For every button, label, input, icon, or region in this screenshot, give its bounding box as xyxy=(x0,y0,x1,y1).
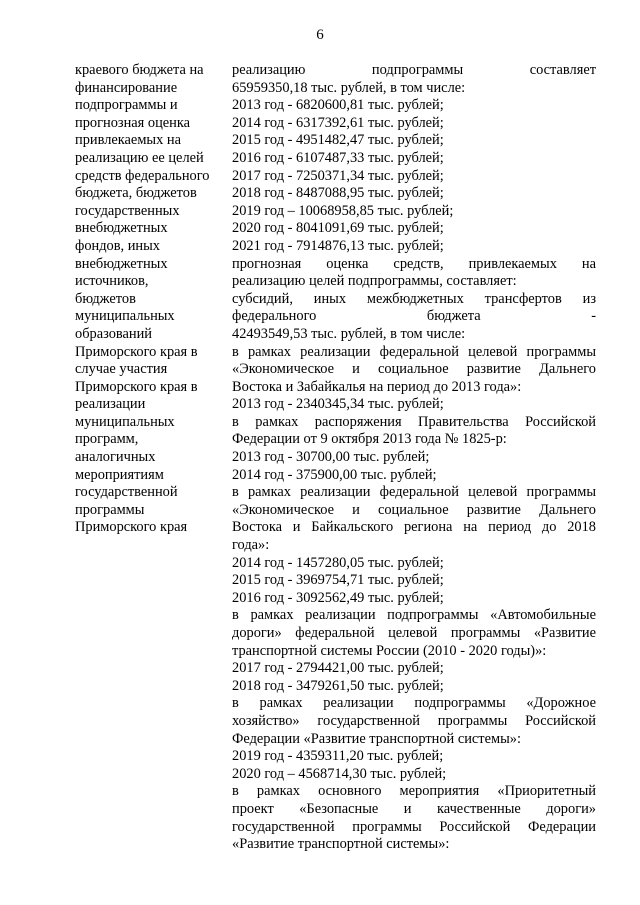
left-text-line: прогнозная оценка xyxy=(75,114,191,131)
left-text-line: реализацию ее целей xyxy=(75,149,204,166)
right-text-line: 2019 год – 10068958,85 тыс. рублей; xyxy=(232,202,454,219)
left-text-line: внебюджетных xyxy=(75,220,168,237)
page-number: 6 xyxy=(316,27,324,43)
right-text-line: в рамках основного мероприятия «Приоритетный xyxy=(232,783,596,800)
right-text-line: 2014 год - 6317392,61 тыс. рублей; xyxy=(232,114,444,131)
right-text-line: «Экономическое и социальное развитие Дальнего xyxy=(232,361,596,378)
right-text-line: года»: xyxy=(232,537,270,554)
left-text-line: внебюджетных xyxy=(75,255,168,272)
right-text-line: субсидий, иных межбюджетных трансфертов из xyxy=(232,290,596,307)
right-text-line: 2019 год - 4359311,20 тыс. рублей; xyxy=(232,748,444,765)
right-text-line: 42493549,53 тыс. рублей, в том числе: xyxy=(232,325,466,342)
right-text-line: федерального бюджета - xyxy=(232,308,596,325)
right-text-line: 2017 год - 7250371,34 тыс. рублей; xyxy=(232,167,444,184)
left-text-line: программ, xyxy=(75,431,139,448)
right-text-line: реализацию целей подпрограммы, составляет: xyxy=(232,273,517,290)
left-text-line: реализации xyxy=(75,396,146,413)
left-text-line: случае участия xyxy=(75,361,168,378)
right-text-line: в рамках реализации подпрограммы «Дорожное xyxy=(232,695,596,712)
left-column-label xyxy=(75,62,225,537)
left-text-line: финансирование xyxy=(75,79,178,96)
right-text-line: 2017 год - 2794421,00 тыс. рублей; xyxy=(232,660,444,677)
right-text-line: Федерации от 9 октября 2013 года № 1825-р: xyxy=(232,431,507,448)
right-text-line: «Экономическое и социальное развитие Дальнего xyxy=(232,501,596,518)
right-text-line: 2013 год - 30700,00 тыс. рублей; xyxy=(232,449,430,466)
right-text-line: дороги» федеральной целевой программы «Развитие xyxy=(232,625,596,641)
right-text-line: проект «Безопасные и качественные дороги» xyxy=(232,800,596,817)
left-text-line: краевого бюджета на xyxy=(75,62,204,78)
right-text-line: «Развитие транспортной системы»: xyxy=(232,836,450,853)
left-text-line: государственной xyxy=(75,484,178,501)
right-text-line: 2014 год - 1457280,05 тыс. рублей; xyxy=(232,554,444,571)
left-text-line: средств федерального xyxy=(75,167,210,184)
left-text-line: муниципальных xyxy=(75,308,175,325)
right-text-line: 2015 год - 3969754,71 тыс. рублей; xyxy=(232,572,444,589)
right-text-line: 2015 год - 4951482,47 тыс. рублей; xyxy=(232,132,444,149)
left-text-line: бюджета, бюджетов xyxy=(75,185,197,202)
right-text-line: 2018 год - 8487088,95 тыс. рублей; xyxy=(232,185,444,202)
left-text-line: источников, xyxy=(75,273,149,290)
right-text-line: транспортной системы России (2010 - 2020 годы)»: xyxy=(232,642,547,659)
left-text-line: аналогичных xyxy=(75,449,156,466)
right-column-content xyxy=(232,62,596,854)
left-text-line: подпрограммы и xyxy=(75,97,178,114)
right-text-line: 2021 год - 7914876,13 тыс. рублей; xyxy=(232,237,444,254)
left-text-line: муниципальных xyxy=(75,413,175,430)
left-text-line: Приморского края xyxy=(75,519,188,536)
left-text-line: государственных xyxy=(75,202,180,219)
left-text-line: привлекаемых на xyxy=(75,132,181,149)
right-text-line: Востока и Забайкалья на период до 2013 года»: xyxy=(232,378,522,395)
right-text-line: 2020 год - 8041091,69 тыс. рублей; xyxy=(232,220,444,237)
right-text-line: в рамках реализации федеральной целевой программы xyxy=(232,343,596,360)
right-text-line: 2014 год - 375900,00 тыс. рублей; xyxy=(232,466,437,483)
right-text-line: прогнозная оценка средств, привлекаемых на xyxy=(232,255,596,272)
right-text-line: 65959350,18 тыс. рублей, в том числе: xyxy=(232,79,466,96)
left-text-line: программы xyxy=(75,501,145,518)
left-text-line: образований xyxy=(75,325,152,342)
right-text-line: государственной программы Российской Федерации xyxy=(232,818,596,835)
right-text-line: 2020 год – 4568714,30 тыс. рублей; xyxy=(232,765,447,782)
right-text-line: хозяйство» государственной программы Российской xyxy=(232,712,596,729)
left-text-line: бюджетов xyxy=(75,290,136,307)
right-text-line: в рамках реализации федеральной целевой программы xyxy=(232,484,596,501)
right-text-line: 2013 год - 2340345,34 тыс. рублей; xyxy=(232,396,444,413)
right-text-line: 2018 год - 3479261,50 тыс. рублей; xyxy=(232,677,444,694)
right-text-line: в рамках реализации подпрограммы «Автомобильные xyxy=(232,607,596,624)
right-text-line: Федерации «Развитие транспортной системы»: xyxy=(232,730,521,747)
right-text-line: 2016 год - 3092562,49 тыс. рублей; xyxy=(232,589,444,606)
left-text-line: Приморского края в xyxy=(75,378,198,395)
left-text-line: Приморского края в xyxy=(75,343,198,360)
right-text-line: Востока и Байкальского региона на период до 2018 xyxy=(232,519,596,536)
left-text-line: мероприятиям xyxy=(75,466,164,483)
left-text-line: фондов, иных xyxy=(75,237,160,254)
right-text-line: 2016 год - 6107487,33 тыс. рублей; xyxy=(232,149,444,166)
right-text-line: в рамках распоряжения Правительства Российской xyxy=(232,413,596,430)
right-text-line: реализацию подпрограммы составляет xyxy=(232,62,596,78)
right-text-line: 2013 год - 6820600,81 тыс. рублей; xyxy=(232,97,444,114)
